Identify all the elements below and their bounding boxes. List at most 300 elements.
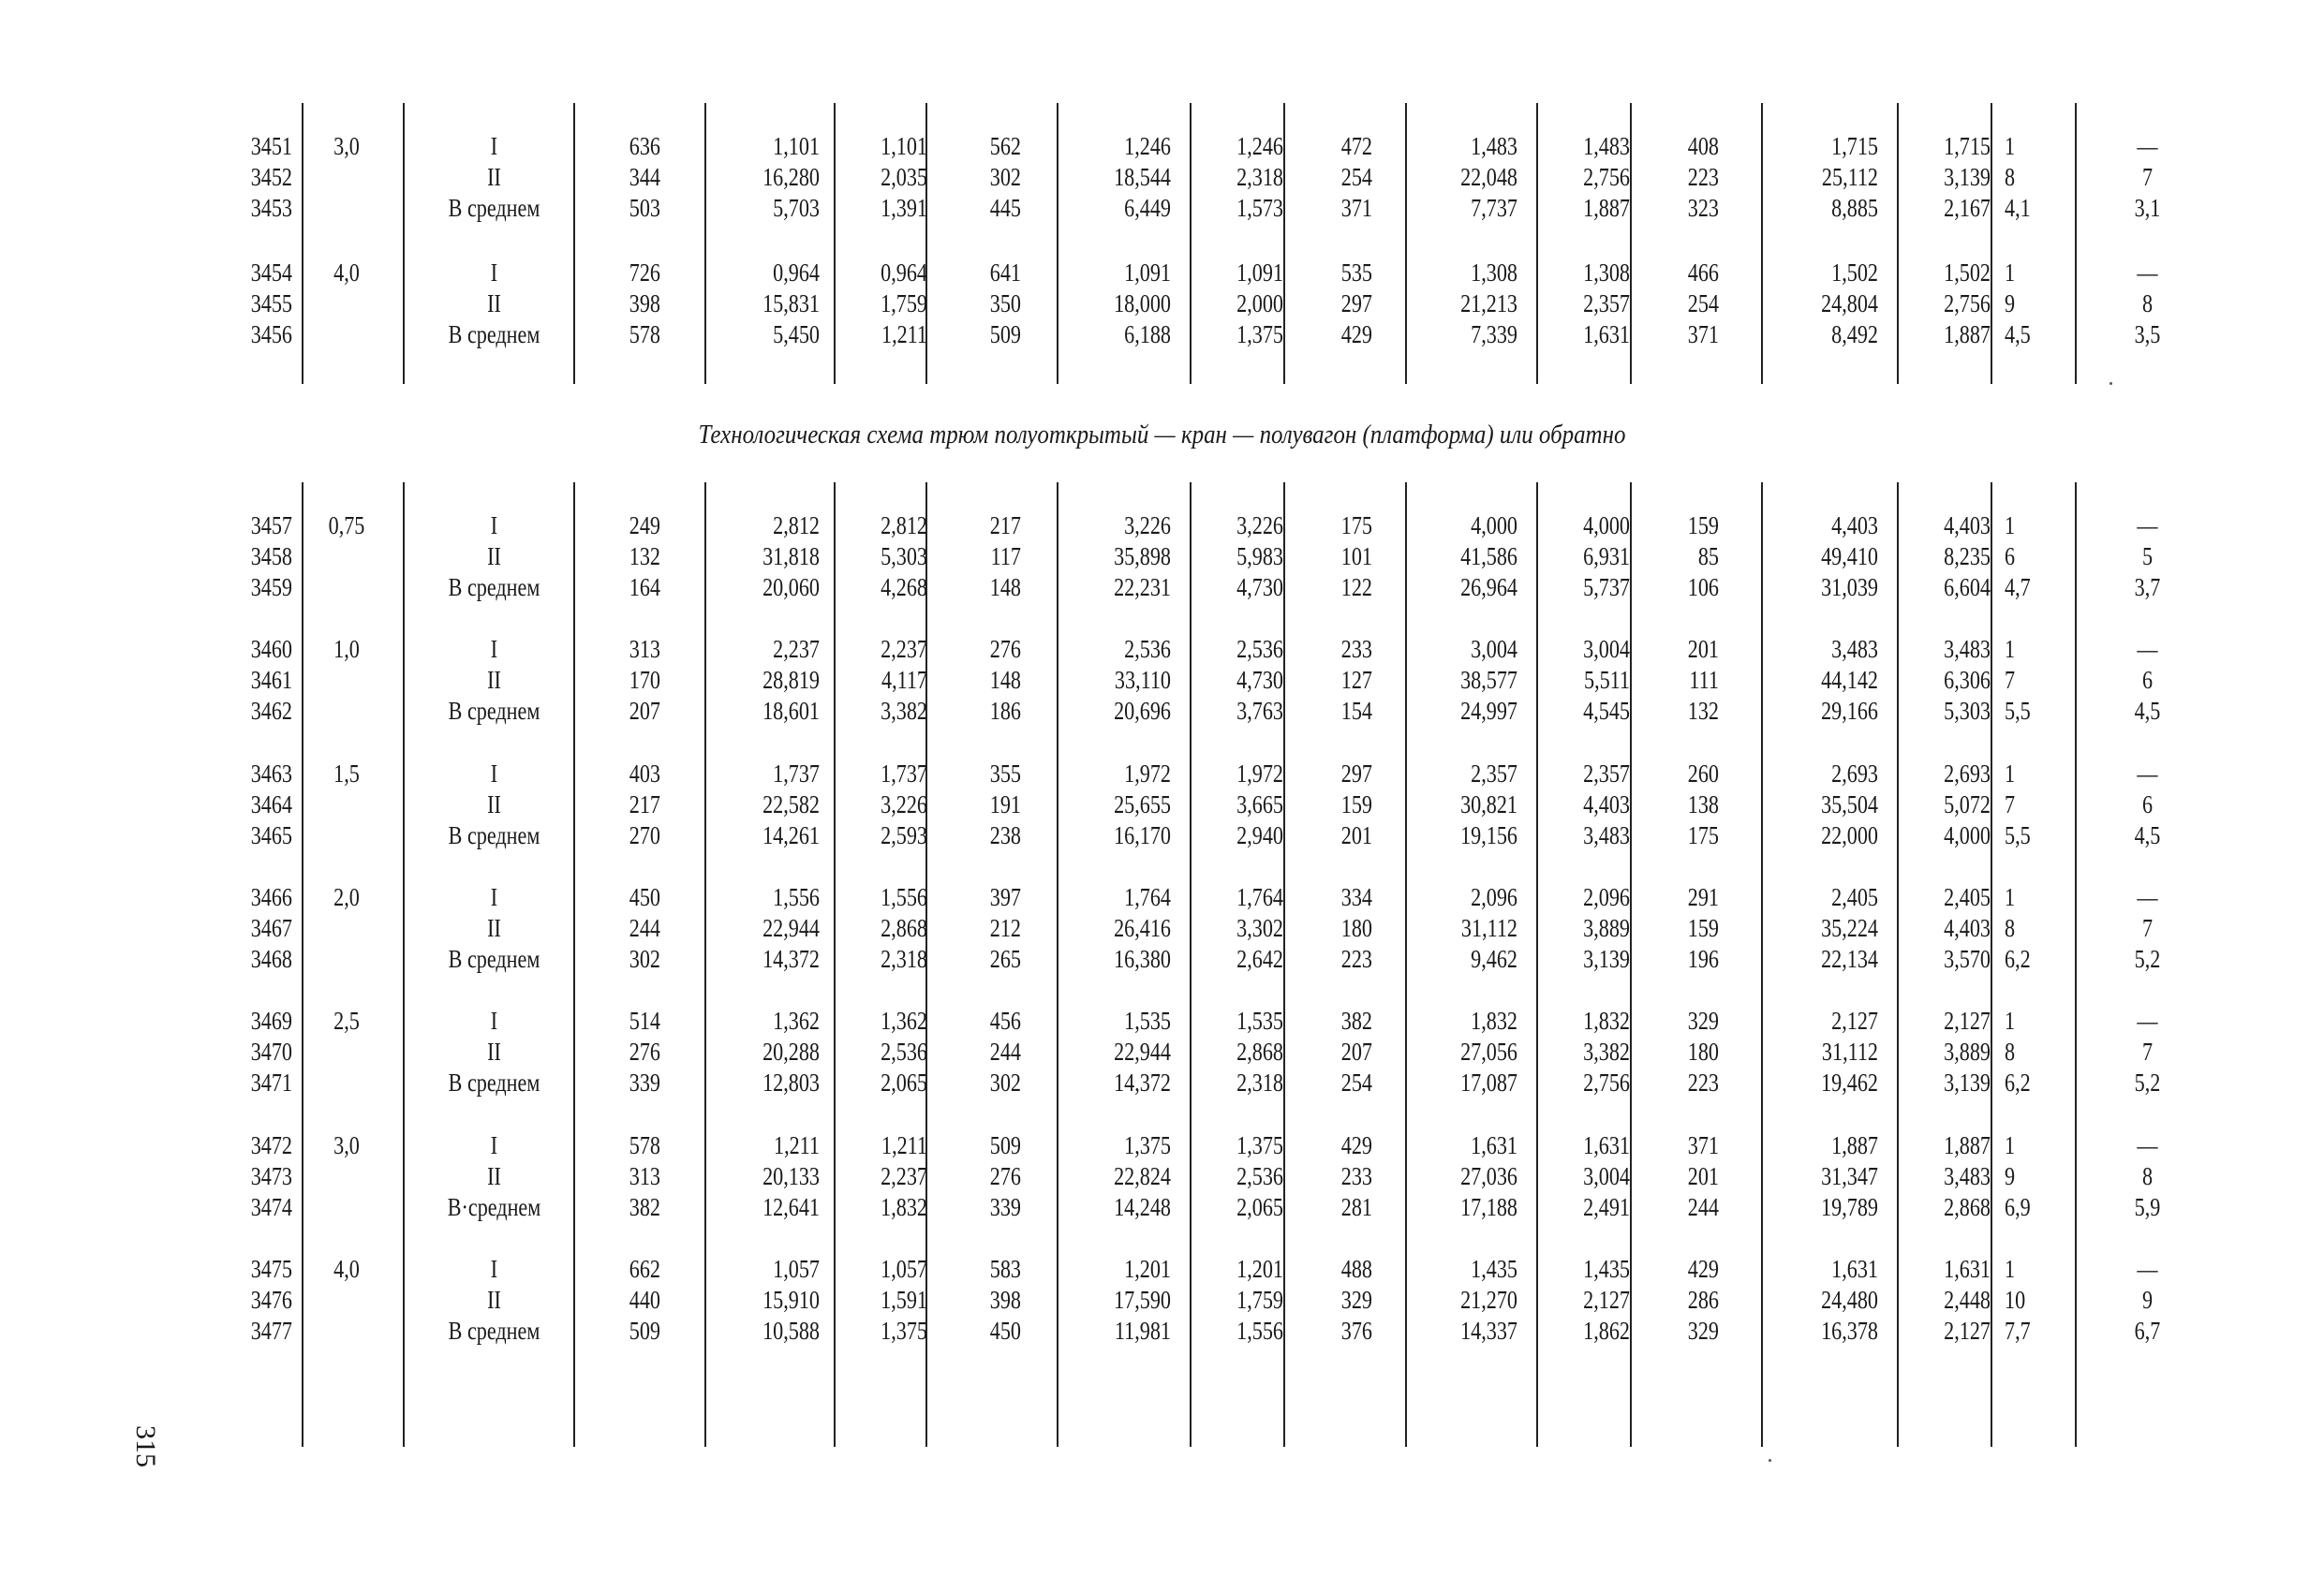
col-1-value-line: 217	[629, 790, 660, 818]
col-9-value-line: 4,545	[1583, 697, 1630, 725]
scan-speck	[1769, 1459, 1771, 1462]
col-4-value	[968, 634, 1021, 727]
col-2-value	[732, 882, 820, 975]
col-5-value-line: 35,898	[1114, 542, 1171, 570]
col-6-value	[1210, 510, 1283, 603]
col-2-value-line: 22,944	[762, 914, 820, 942]
col-12-value-line: 5,072	[1944, 790, 1991, 818]
col-4-value-line: 397	[989, 883, 1021, 911]
col-11-value-line: 8,885	[1831, 194, 1878, 222]
col-8-value	[1433, 759, 1517, 851]
col-8-value-line: 19,156	[1460, 821, 1517, 849]
row-id	[200, 634, 292, 727]
col-2-value-line: 28,819	[762, 666, 820, 694]
col-11-value-line: 24,480	[1821, 1286, 1878, 1314]
table-top-section	[0, 103, 2324, 393]
col-14-value-line: —	[2137, 635, 2158, 663]
row-id-line: 3462	[250, 697, 292, 725]
col-9-value-line: 2,096	[1583, 883, 1630, 911]
col-8-value-line: 14,337	[1460, 1317, 1517, 1345]
row-kind-line: II	[487, 666, 501, 694]
row-kind-line: I	[490, 1007, 498, 1035]
col-8-value-line: 27,036	[1460, 1162, 1517, 1190]
col-9-value-line: 2,357	[1583, 759, 1630, 788]
col-12-value	[1917, 634, 1991, 727]
col-7-value-line: 297	[1340, 289, 1372, 317]
col-7-value	[1319, 634, 1372, 727]
col-3-value-line: 1,362	[881, 1007, 927, 1035]
row-id-line: 3465	[250, 821, 292, 849]
col-2-value-line: 12,641	[762, 1193, 820, 1221]
row-group	[0, 1006, 2324, 1098]
row-id-line: 3475	[250, 1255, 292, 1283]
col-11-value-line: 1,887	[1831, 1131, 1878, 1159]
row-kind-line: II	[487, 1286, 501, 1314]
col-8-value-line: 7,737	[1471, 194, 1517, 222]
col-8-value	[1433, 1254, 1517, 1347]
section-heading: Технологическая схема трюм полуоткрытый — кран — полувагон (платформа) или обратно	[698, 420, 1626, 450]
col-2-value	[732, 1254, 820, 1347]
col-3-value-line: 2,536	[881, 1038, 927, 1066]
col-11-value	[1783, 882, 1879, 975]
col-7-value-line: 382	[1340, 1007, 1372, 1035]
row-kind-line: В·среднем	[447, 1193, 541, 1221]
col-7-value-line: 127	[1340, 666, 1372, 694]
col-10-value	[1665, 634, 1719, 727]
col-3-value-line: 2,237	[881, 635, 927, 663]
col-9-value-line: 3,004	[1583, 635, 1630, 663]
col-13-value	[2005, 1130, 2058, 1223]
col-14-value-line: —	[2137, 883, 2158, 911]
col-2-value-line: 14,261	[762, 821, 820, 849]
col-4-value	[968, 759, 1021, 851]
col-10-value-line: 371	[1687, 320, 1719, 348]
col-7-value	[1319, 882, 1372, 975]
row-group	[0, 1254, 2324, 1347]
col-5-value	[1087, 634, 1171, 727]
col-11-value-line: 1,715	[1831, 132, 1878, 160]
col-3-value	[854, 759, 927, 851]
col-13-value-line: 4,1	[2005, 194, 2031, 222]
col-3-value-line: 0,964	[881, 258, 927, 287]
col-5-value-line: 18,000	[1114, 289, 1171, 317]
col-5-value-line: 20,696	[1114, 697, 1171, 725]
col-1-value-line: 398	[629, 289, 660, 317]
col-3-value-line: 2,868	[881, 914, 927, 942]
col-10-value	[1665, 131, 1719, 224]
row-id-line: 3463	[250, 759, 292, 788]
col-5-value-line: 6,188	[1124, 320, 1171, 348]
col-2-value-line: 1,362	[773, 1007, 820, 1035]
col-10-value	[1665, 1006, 1719, 1098]
col-5-value-line: 1,246	[1124, 132, 1171, 160]
col-1-value-line: 313	[629, 635, 660, 663]
col-8-value-line: 30,821	[1460, 790, 1517, 818]
col-6-value-line: 1,375	[1236, 320, 1283, 348]
row-id-line: 3453	[250, 194, 292, 222]
col-6-value	[1210, 882, 1283, 975]
col-3-value-line: 2,035	[881, 163, 927, 191]
col-14-value-line: 7	[2141, 163, 2154, 191]
col-11-value	[1783, 634, 1879, 727]
col-10-value-line: 244	[1687, 1193, 1719, 1221]
row-id-line: 3469	[250, 1007, 292, 1035]
col-9-value-line: 1,631	[1583, 1131, 1630, 1159]
col-11-value-line: 2,405	[1831, 883, 1878, 911]
col-9-value-line: 4,403	[1583, 790, 1630, 818]
col-9-value-line: 3,382	[1583, 1038, 1630, 1066]
col-11-value-line: 29,166	[1821, 697, 1878, 725]
col-7-value	[1319, 759, 1372, 851]
col-13-value	[2005, 258, 2058, 350]
col-3-value-line: 4,117	[881, 666, 927, 694]
col-4-value-line: 276	[989, 635, 1021, 663]
col-7-value-line: 207	[1340, 1038, 1372, 1066]
col-3-value	[854, 1254, 927, 1347]
col-6-value-line: 3,763	[1236, 697, 1283, 725]
col-7-value-line: 472	[1340, 132, 1372, 160]
col-5-value	[1087, 1130, 1171, 1223]
col-5-value-line: 26,416	[1114, 914, 1171, 942]
col-12-value-line: 3,889	[1944, 1038, 1991, 1066]
col-2-value-line: 1,556	[773, 883, 820, 911]
col-4-value-line: 186	[989, 697, 1021, 725]
col-10-value	[1665, 1130, 1719, 1223]
col-5-value-line: 1,375	[1124, 1131, 1171, 1159]
row-group	[0, 510, 2324, 603]
col-7-value-line: 122	[1340, 573, 1372, 601]
col-1-value	[611, 1130, 660, 1223]
col-11-value-line: 35,224	[1821, 914, 1878, 942]
col-5-value-line: 1,764	[1124, 883, 1171, 911]
col-2-value-line: 1,737	[773, 759, 820, 788]
col-9-value-line: 1,483	[1583, 132, 1630, 160]
col-13-value-line: 9	[2005, 289, 2016, 317]
col-6-value-line: 1,573	[1236, 194, 1283, 222]
col-12-value-line: 4,000	[1944, 821, 1991, 849]
col-3-value	[854, 882, 927, 975]
col-5-value-line: 16,170	[1114, 821, 1171, 849]
col-13-value-line: 8	[2005, 163, 2016, 191]
col-8-value-line: 24,997	[1460, 697, 1517, 725]
col-12-value-line: 1,887	[1944, 1131, 1991, 1159]
col-14-value	[2126, 882, 2169, 975]
col-13-value-line: 1	[2005, 1007, 2016, 1035]
col-1-value	[611, 759, 660, 851]
col-4-value-line: 445	[989, 194, 1021, 222]
col-6-value	[1210, 759, 1283, 851]
col-3-value-line: 1,591	[881, 1286, 927, 1314]
row-id-line: 3466	[250, 883, 292, 911]
col-3-value-line: 1,391	[881, 194, 927, 222]
col-12-value-line: 2,448	[1944, 1286, 1991, 1314]
col-14-value-line: 3,1	[2134, 194, 2161, 222]
row-id	[200, 1254, 292, 1347]
col-4-value-line: 244	[989, 1038, 1021, 1066]
row-id-line: 3477	[250, 1317, 292, 1345]
col-1-value-line: 726	[629, 258, 660, 287]
col-12-value	[1917, 1254, 1991, 1347]
row-id-line: 3471	[250, 1069, 292, 1097]
col-13-value-line: 9	[2005, 1162, 2016, 1190]
col-11-value-line: 19,789	[1821, 1193, 1878, 1221]
col-9-value-line: 1,862	[1583, 1317, 1630, 1345]
col-3-value	[854, 634, 927, 727]
col-13-value	[2005, 759, 2058, 851]
col-7-value-line: 201	[1340, 821, 1372, 849]
col-2-value-line: 16,280	[762, 163, 820, 191]
col-4-value-line: 641	[989, 258, 1021, 287]
col-14-value-line: —	[2137, 258, 2158, 287]
col-4-value	[968, 1006, 1021, 1098]
col-1-value	[611, 882, 660, 975]
col-11-value-line: 8,492	[1831, 320, 1878, 348]
col-6-value-line: 2,318	[1236, 163, 1283, 191]
col-14-value-line: —	[2137, 1131, 2158, 1159]
col-9-value-line: 5,511	[1584, 666, 1630, 694]
col-10-value-line: 159	[1687, 511, 1719, 539]
col-13-value	[2005, 1254, 2058, 1347]
col-7-value-line: 180	[1340, 914, 1372, 942]
col-4-value-line: 509	[989, 1131, 1021, 1159]
col-7-value-line: 376	[1340, 1317, 1372, 1345]
col-13-value	[2005, 510, 2058, 603]
col-3-value-line: 1,556	[881, 883, 927, 911]
col-9-value	[1557, 1130, 1630, 1223]
col-13-value-line: 8	[2005, 1038, 2016, 1066]
col-7-value-line: 334	[1340, 883, 1372, 911]
col-1-value-line: 313	[629, 1162, 660, 1190]
row-kind-line: В среднем	[448, 1069, 540, 1097]
col-12-value-line: 3,570	[1944, 945, 1991, 973]
col-4-value	[968, 510, 1021, 603]
col-7-value-line: 429	[1340, 1131, 1372, 1159]
col-1-value-line: 578	[629, 320, 660, 348]
row-group	[0, 759, 2324, 851]
col-5-value-line: 3,226	[1124, 511, 1171, 539]
col-10-value-line: 291	[1687, 883, 1719, 911]
col-4-value-line: 562	[989, 132, 1021, 160]
col-11-value-line: 1,502	[1831, 258, 1878, 287]
col-6-value-line: 2,065	[1236, 1193, 1283, 1221]
col-3-value-line: 1,211	[881, 1131, 927, 1159]
col-9-value-line: 3,889	[1583, 914, 1630, 942]
col-10-value	[1665, 882, 1719, 975]
col-7-value	[1319, 131, 1372, 224]
col-14-value-line: 7	[2141, 1038, 2154, 1066]
col-12-value-line: 2,167	[1944, 194, 1991, 222]
row-id	[200, 1006, 292, 1098]
col-5-value-line: 1,201	[1124, 1255, 1171, 1283]
col-7-value-line: 175	[1340, 511, 1372, 539]
row-id-line: 3455	[250, 289, 292, 317]
col-6-value-line: 3,665	[1236, 790, 1283, 818]
col-14-value-line: 5,2	[2134, 945, 2161, 973]
col-12-value-line: 3,139	[1944, 163, 1991, 191]
row-id	[200, 759, 292, 851]
col-6-value	[1210, 1006, 1283, 1098]
col-4-value-line: 217	[989, 511, 1021, 539]
col-3-value-line: 2,065	[881, 1069, 927, 1097]
col-1-value-line: 302	[629, 945, 660, 973]
col-8-value-line: 17,188	[1460, 1193, 1517, 1221]
row-id-line: 3456	[250, 320, 292, 348]
col-12-value-line: 5,303	[1944, 697, 1991, 725]
col-11-value-line: 4,403	[1831, 511, 1878, 539]
col-11-value-line: 31,347	[1821, 1162, 1878, 1190]
col-10-value-line: 329	[1687, 1317, 1719, 1345]
col-2-value-line: 20,288	[762, 1038, 820, 1066]
col-5-value-line: 22,824	[1114, 1162, 1171, 1190]
col-6-value-line: 1,535	[1236, 1007, 1283, 1035]
row-id-line: 3464	[250, 790, 292, 818]
col-2-value-line: 18,601	[762, 697, 820, 725]
col-7-value-line: 488	[1340, 1255, 1372, 1283]
col-1-value-line: 170	[629, 666, 660, 694]
row-kind-line: В среднем	[448, 821, 540, 849]
col-8-value-line: 1,308	[1471, 258, 1517, 287]
col-14-value	[2126, 258, 2169, 350]
col-12-value-line: 6,604	[1944, 573, 1991, 601]
col-9-value-line: 2,357	[1583, 289, 1630, 317]
col-6-value-line: 3,226	[1236, 511, 1283, 539]
col-7-value-line: 281	[1340, 1193, 1372, 1221]
col-11-value	[1783, 1130, 1879, 1223]
col-14-value-line: —	[2137, 1255, 2158, 1283]
col-12-value	[1917, 258, 1991, 350]
col-10-value-line: 132	[1687, 697, 1719, 725]
col-10-value	[1665, 510, 1719, 603]
col-4-value-line: 302	[989, 163, 1021, 191]
col-13-value-line: 5,5	[2005, 821, 2031, 849]
col-11-value-line: 24,804	[1821, 289, 1878, 317]
row-kind-line: II	[487, 542, 501, 570]
col-10-value-line: 106	[1687, 573, 1719, 601]
col-8-value-line: 7,339	[1471, 320, 1517, 348]
col-11-value-line: 49,410	[1821, 542, 1878, 570]
row-kind-line: I	[490, 635, 498, 663]
col-5-value-line: 1,091	[1124, 258, 1171, 287]
col-9-value-line: 5,737	[1583, 573, 1630, 601]
col-13-value-line: 6,9	[2005, 1193, 2031, 1221]
col-8-value-line: 17,087	[1460, 1069, 1517, 1097]
col-14-value	[2126, 510, 2169, 603]
row-id-line: 3460	[250, 635, 292, 663]
col-13-value-line: 1	[2005, 132, 2016, 160]
col-2-value-line: 1,057	[773, 1255, 820, 1283]
col-9-value-line: 3,483	[1583, 821, 1630, 849]
row-kind-line: II	[487, 163, 501, 191]
col-12-value-line: 2,868	[1944, 1193, 1991, 1221]
col-6-value	[1210, 1254, 1283, 1347]
col-12-value	[1917, 510, 1991, 603]
col-5-value-line: 2,536	[1124, 635, 1171, 663]
col-14-value-line: 4,5	[2134, 697, 2161, 725]
row-kind-line: В среднем	[448, 194, 540, 222]
col-8-value-line: 41,586	[1460, 542, 1517, 570]
col-8-value	[1433, 131, 1517, 224]
col-11-value-line: 22,134	[1821, 945, 1878, 973]
row-kind-line: I	[490, 132, 498, 160]
col-4-value-line: 583	[989, 1255, 1021, 1283]
col-7-value-line: 154	[1340, 697, 1372, 725]
row-id-line: 3457	[250, 511, 292, 539]
col-3-value-line: 2,812	[881, 511, 927, 539]
col-4-value-line: 265	[989, 945, 1021, 973]
row-id-line: 3470	[250, 1038, 292, 1066]
row-id	[200, 882, 292, 975]
col-11-value	[1783, 759, 1879, 851]
col-9-value-line: 2,756	[1583, 1069, 1630, 1097]
col-14-value	[2126, 634, 2169, 727]
col-6-value-line: 2,940	[1236, 821, 1283, 849]
col-4-value	[968, 1130, 1021, 1223]
col-3-value	[854, 131, 927, 224]
col-2-value-line: 20,133	[762, 1162, 820, 1190]
col-10-value-line: 223	[1687, 163, 1719, 191]
col-14-value	[2126, 1006, 2169, 1098]
col-10-value-line: 138	[1687, 790, 1719, 818]
col-5-value-line: 1,535	[1124, 1007, 1171, 1035]
col-8-value-line: 38,577	[1460, 666, 1517, 694]
col-1-value	[611, 131, 660, 224]
row-kind	[423, 634, 566, 727]
col-9-value-line: 1,631	[1583, 320, 1630, 348]
col-2-value-line: 12,803	[762, 1069, 820, 1097]
row-id-line: 3468	[250, 945, 292, 973]
row-id	[200, 1130, 292, 1223]
col-1-value-line: 207	[629, 697, 660, 725]
col-7-value-line: 101	[1340, 542, 1372, 570]
col-11-value-line: 25,112	[1821, 163, 1878, 191]
col-6-value-line: 5,983	[1236, 542, 1283, 570]
col-9-value-line: 2,127	[1583, 1286, 1630, 1314]
col-4-value-line: 339	[989, 1193, 1021, 1221]
col-2-value-line: 1,101	[773, 132, 820, 160]
col-12-value-line: 3,139	[1944, 1069, 1991, 1097]
col-8-value-line: 21,270	[1460, 1286, 1517, 1314]
col-10-value	[1665, 1254, 1719, 1347]
col-14-value-line: 5,9	[2134, 1193, 2161, 1221]
col-8-value-line: 26,964	[1460, 573, 1517, 601]
col-6-value-line: 1,759	[1236, 1286, 1283, 1314]
col-14-value-line: 4,5	[2134, 821, 2161, 849]
col-3-value-line: 1,211	[881, 320, 927, 348]
col-2-value	[732, 634, 820, 727]
col-14-value-line: —	[2137, 511, 2158, 539]
row-kind	[423, 131, 566, 224]
row-id-line: 3459	[250, 573, 292, 601]
row-id-line: 3467	[250, 914, 292, 942]
col-3-value	[854, 510, 927, 603]
col-1-value-line: 164	[629, 573, 660, 601]
row-group	[0, 634, 2324, 727]
col-7-value-line: 233	[1340, 1162, 1372, 1190]
row-kind	[423, 510, 566, 603]
col-13-value-line: 1	[2005, 635, 2016, 663]
row-kind-line: В среднем	[448, 697, 540, 725]
col-6-value-line: 2,318	[1236, 1069, 1283, 1097]
col-1-value-line: 344	[629, 163, 660, 191]
col-2-value-line: 22,582	[762, 790, 820, 818]
row-id-line: 3458	[250, 542, 292, 570]
col-3-value-line: 1,057	[881, 1255, 927, 1283]
col-1-value-line: 403	[629, 759, 660, 788]
col-7-value-line: 159	[1340, 790, 1372, 818]
col-11-value-line: 31,039	[1821, 573, 1878, 601]
col-13-value-line: 4,5	[2005, 320, 2031, 348]
col-8-value-line: 2,096	[1471, 883, 1517, 911]
